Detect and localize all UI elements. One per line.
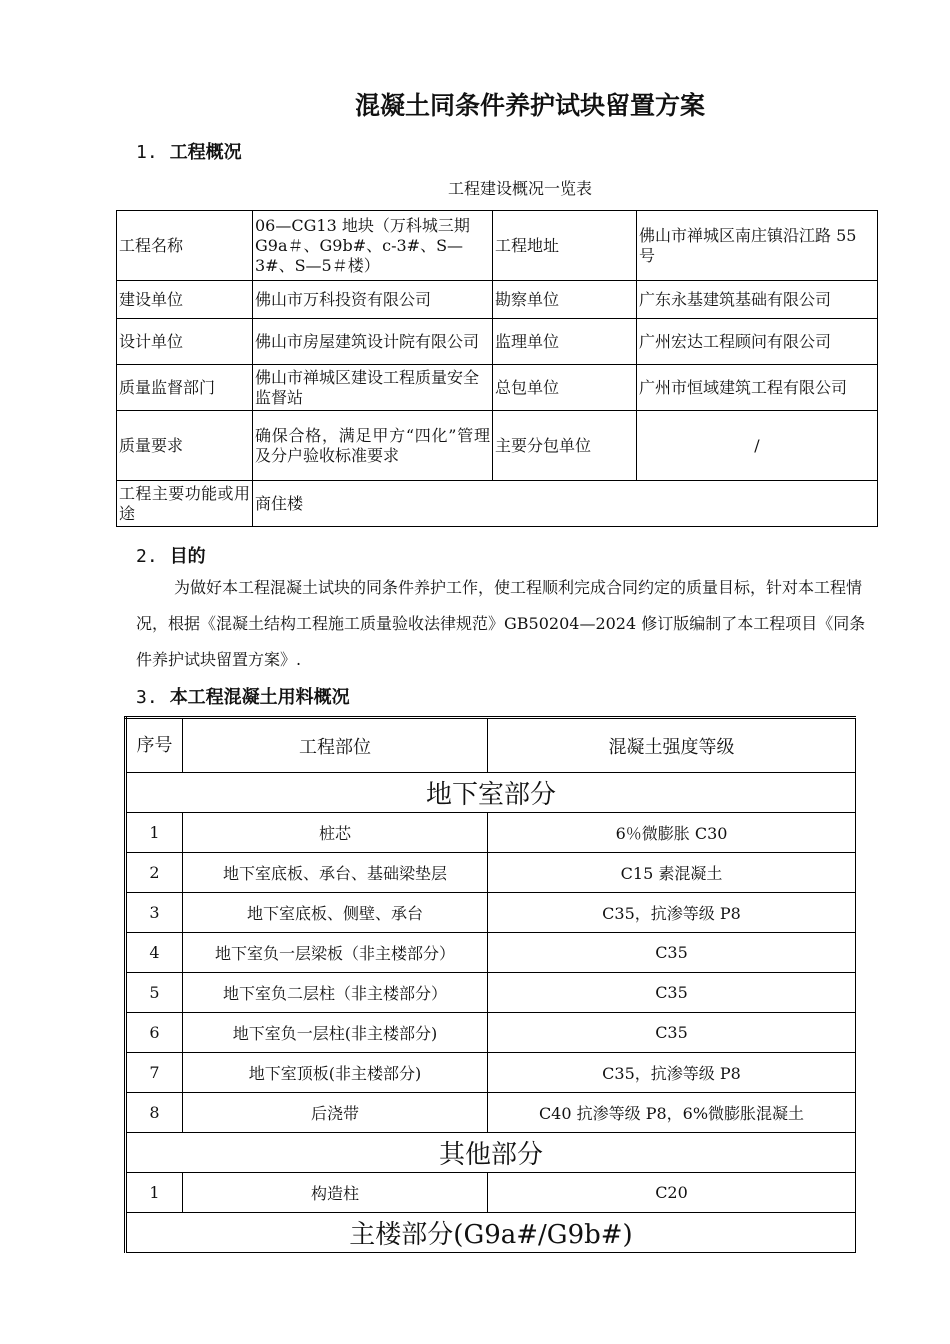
table-header-row (126, 718, 856, 773)
row-grade: C40 抗渗等级 P8，6%微膨胀混凝土 (488, 1093, 856, 1133)
supervision-value: 广州宏达工程顾问有限公司 (637, 319, 878, 365)
row-no: 4 (126, 933, 183, 973)
section-row (126, 773, 856, 813)
address-label: 工程地址 (493, 211, 637, 281)
general-contractor-label: 总包单位 (493, 365, 637, 411)
quality-req-label: 质量要求 (117, 411, 253, 481)
function-label: 工程主要功能或用途 (117, 481, 253, 527)
table-row (126, 973, 856, 1013)
header-no: 序号 (126, 718, 183, 773)
supervision-label: 监理单位 (493, 319, 637, 365)
table-row (117, 481, 878, 527)
section-number: 2. (136, 546, 158, 567)
header-grade: 混凝土强度等级 (488, 718, 856, 773)
builder-value: 佛山市万科投资有限公司 (253, 281, 493, 319)
concrete-materials-table (124, 716, 856, 1253)
subcontract-value: / (637, 411, 878, 481)
table-row (117, 319, 878, 365)
row-no: 1 (126, 813, 183, 853)
section-title: 目的 (169, 546, 206, 567)
row-grade: C35 (488, 1013, 856, 1053)
row-part: 桩芯 (183, 813, 488, 853)
section-title: 工程概况 (169, 142, 242, 163)
row-no: 8 (126, 1093, 183, 1133)
subcontract-label: 主要分包单位 (493, 411, 637, 481)
row-no: 7 (126, 1053, 183, 1093)
section-number: 3. (136, 687, 158, 708)
row-no: 2 (126, 853, 183, 893)
header-part: 工程部位 (183, 718, 488, 773)
row-no: 6 (126, 1013, 183, 1053)
row-grade: C35，抗渗等级 P8 (488, 1053, 856, 1093)
table-row (117, 211, 878, 281)
section-number: 1. (136, 142, 158, 163)
row-grade: C35 (488, 933, 856, 973)
project-name-value: 06—CG13 地块（万科城三期 G9a＃、G9b#、c-3#、S—3#、S—5＃楼） (253, 211, 493, 281)
quality-dept-value: 佛山市禅城区建设工程质量安全监督站 (253, 365, 493, 411)
design-value: 佛山市房屋建筑设计院有限公司 (253, 319, 493, 365)
project-name-label: 工程名称 (117, 211, 253, 281)
section-1-heading (136, 138, 242, 164)
project-overview-table (116, 210, 878, 527)
purpose-text: 为做好本工程混凝土试块的同条件养护工作，使工程顺利完成合同约定的质量目标，针对本工程情况，根据《混凝土结构工程施工质量验收法律规范》GB50204—2024 修订版编制了本工程项目《同条件养护试块留置方案》. (136, 578, 866, 669)
table-row (126, 853, 856, 893)
row-part: 地下室底板、承台、基础梁垫层 (183, 853, 488, 893)
table-row (117, 281, 878, 319)
row-no: 5 (126, 973, 183, 1013)
section-basement: 地下室部分 (126, 773, 856, 813)
table-row (126, 933, 856, 973)
section-row (126, 1133, 856, 1173)
section-2-heading (136, 542, 206, 568)
row-no: 1 (126, 1173, 183, 1213)
table-row (126, 813, 856, 853)
section-3-heading (136, 683, 350, 709)
row-grade: 6％微膨胀 C30 (488, 813, 856, 853)
general-contractor-value: 广州市恒域建筑工程有限公司 (637, 365, 878, 411)
row-grade: C20 (488, 1173, 856, 1213)
table-row (126, 1013, 856, 1053)
section-row (126, 1213, 856, 1253)
survey-label: 勘察单位 (493, 281, 637, 319)
row-no: 3 (126, 893, 183, 933)
quality-req-value: 确保合格，满足甲方“四化”管理及分户验收标准要求 (253, 411, 493, 481)
table-row (126, 893, 856, 933)
row-grade: C15 素混凝土 (488, 853, 856, 893)
row-grade: C35，抗渗等级 P8 (488, 893, 856, 933)
quality-dept-label: 质量监督部门 (117, 365, 253, 411)
document-title: 混凝土同条件养护试块留置方案 (354, 91, 705, 120)
row-grade: C35 (488, 973, 856, 1013)
row-part: 构造柱 (183, 1173, 488, 1213)
table-row (126, 1093, 856, 1133)
row-part: 地下室负二层柱（非主楼部分） (183, 973, 488, 1013)
row-part: 地下室底板、侧壁、承台 (183, 893, 488, 933)
survey-value: 广东永基建筑基础有限公司 (637, 281, 878, 319)
address-value: 佛山市禅城区南庄镇沿江路 55 号 (637, 211, 878, 281)
function-value: 商住楼 (253, 481, 878, 527)
row-part: 地下室负一层柱(非主楼部分) (183, 1013, 488, 1053)
table-row (126, 1173, 856, 1213)
table-row (117, 411, 878, 481)
section-main-building: 主楼部分(G9a#/G9b#) (126, 1213, 856, 1253)
purpose-paragraph (136, 570, 876, 678)
builder-label: 建设单位 (117, 281, 253, 319)
table-row (117, 365, 878, 411)
table-row (126, 1053, 856, 1093)
section-title: 本工程混凝土用料概况 (169, 687, 350, 708)
row-part: 地下室顶板(非主楼部分) (183, 1053, 488, 1093)
table-caption: 工程建设概况一览表 (447, 179, 592, 198)
row-part: 地下室负一层梁板（非主楼部分） (183, 933, 488, 973)
section-other: 其他部分 (126, 1133, 856, 1173)
row-part: 后浇带 (183, 1093, 488, 1133)
design-label: 设计单位 (117, 319, 253, 365)
